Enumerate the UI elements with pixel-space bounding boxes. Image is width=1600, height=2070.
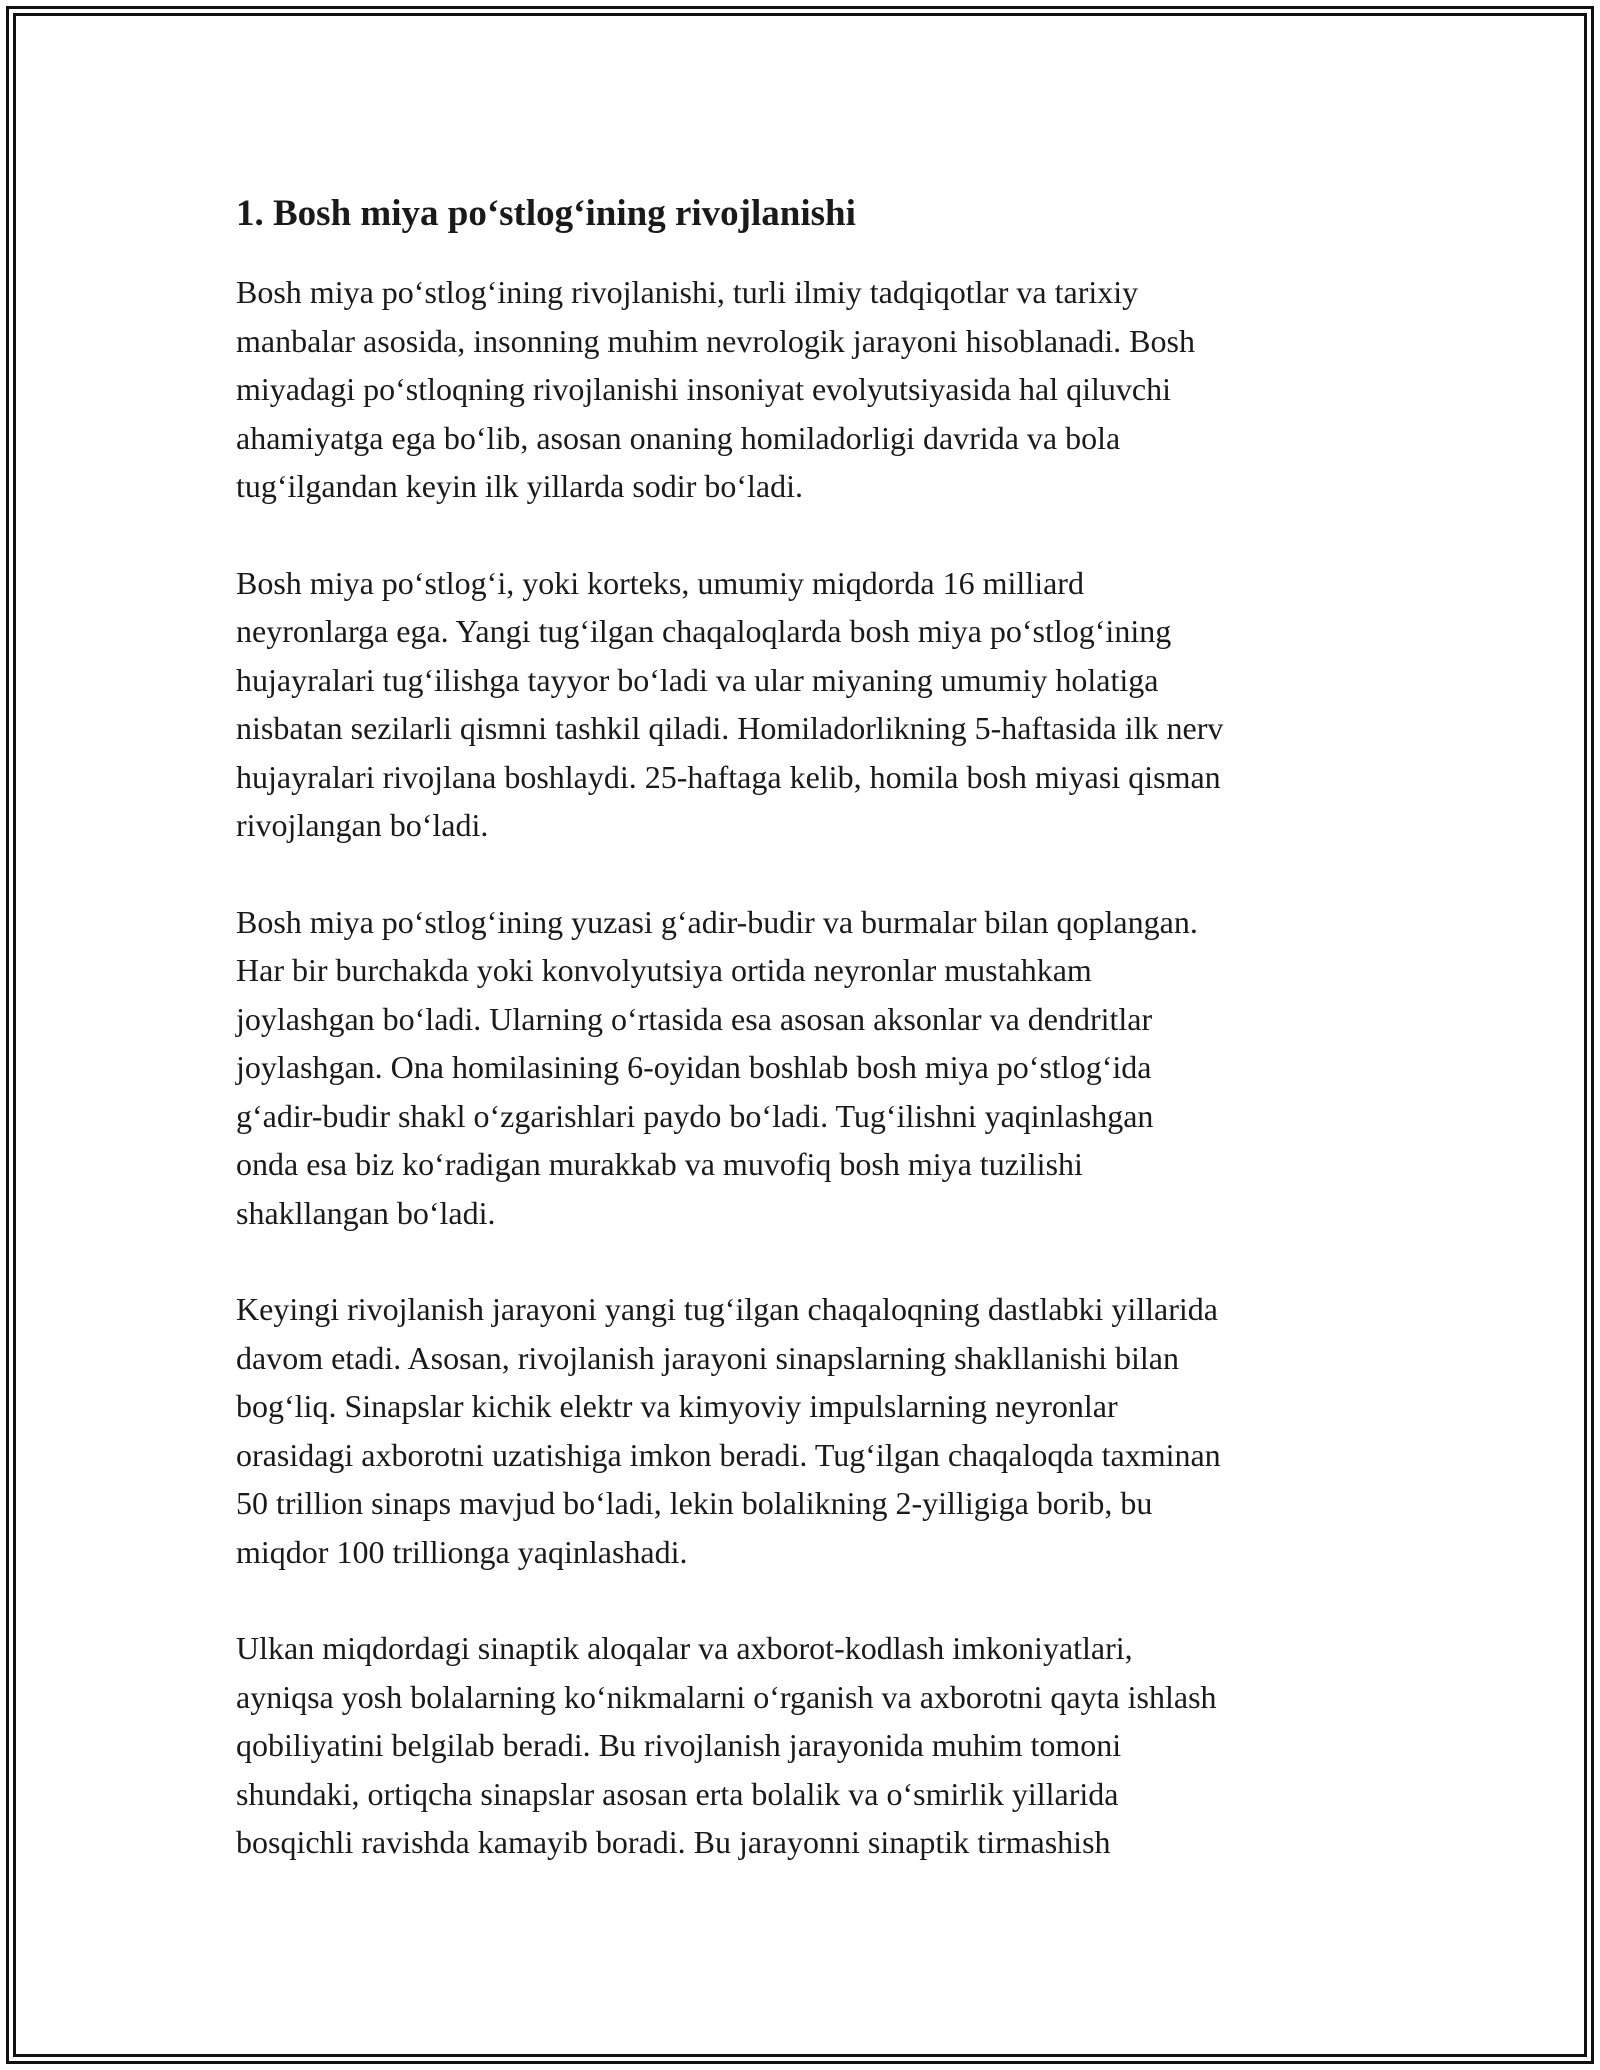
text-line: Bosh miya po‘stlog‘ining yuzasi g‘adir-budir va burmalar bilan qoplangan.: [236, 903, 1198, 940]
text-line: qobiliyatini belgilab beradi. Bu rivojlanish jarayonida muhim tomoni: [236, 1727, 1122, 1763]
text-line: Har bir burchakda yoki konvolyutsiya ortida neyronlar mustahkam: [236, 952, 1092, 988]
text-line: Keyingi rivojlanish jarayoni yangi tug‘ilgan chaqaloqning dastlabki yillarida: [236, 1291, 1218, 1327]
text-line: bog‘liq. Sinapslar kichik elektr va kimyoviy impulslarning neyronlar: [236, 1388, 1118, 1424]
text-line: ahamiyatga ega bo‘lib, asosan onaning homiladorligi davrida va bola: [236, 419, 1121, 456]
paragraph-2: [236, 559, 1386, 850]
document-body: [236, 186, 1386, 1915]
text-line: Bosh miya po‘stlog‘i, yoki korteks, umumiy miqdorda 16 milliard: [236, 564, 1084, 601]
text-line: hujayralari rivojlana boshlaydi. 25-haftaga kelib, homila bosh miyasi qisman: [236, 758, 1221, 795]
text-line: Ulkan miqdordagi sinaptik aloqalar va axborot-kodlash imkoniyatlari,: [236, 1630, 1133, 1666]
text-line: 50 trillion sinaps mavjud bo‘ladi, lekin bolalikning 2-yilligiga borib, bu: [236, 1485, 1153, 1521]
text-line: neyronlarga ega. Yangi tug‘ilgan chaqaloqlarda bosh miya po‘stlog‘ining: [236, 613, 1172, 649]
text-line: joylashgan bo‘ladi. Ularning o‘rtasida esa asosan aksonlar va dendritlar: [236, 1000, 1153, 1037]
text-line: shakllangan bo‘ladi.: [236, 1194, 496, 1231]
text-line: joylashgan. Ona homilasining 6-oyidan boshlab bosh miya po‘stlog‘ida: [236, 1049, 1152, 1085]
paragraph-5: [236, 1624, 1386, 1867]
paragraph-4: [236, 1285, 1386, 1576]
text-line: Bosh miya po‘stlog‘ining rivojlanishi, turli ilmiy tadqiqotlar va tarixiy: [236, 274, 1139, 310]
text-line: shundaki, ortiqcha sinapslar asosan erta bolalik va o‘smirlik yillarida: [236, 1775, 1119, 1812]
text-line: orasidagi axborotni uzatishiga imkon beradi. Tug‘ilgan chaqaloqda taxminan: [236, 1436, 1221, 1473]
paragraph-3: [236, 898, 1386, 1238]
text-line: manbalar asosida, insonning muhim nevrologik jarayoni hisoblanadi. Bosh: [236, 322, 1195, 359]
paragraph-1: [236, 268, 1386, 511]
text-line: g‘adir-budir shakl o‘zgarishlari paydo bo‘ladi. Tug‘ilishni yaqinlashgan: [236, 1097, 1154, 1134]
text-line: miqdor 100 trillionga yaqinlashadi.: [236, 1533, 688, 1570]
text-line: tug‘ilgandan keyin ilk yillarda sodir bo‘ladi.: [236, 468, 803, 504]
text-line: rivojlangan bo‘ladi.: [236, 807, 489, 843]
text-line: miyadagi po‘stloqning rivojlanishi insoniyat evolyutsiyasida hal qiluvchi: [236, 371, 1171, 407]
text-line: ayniqsa yosh bolalarning ko‘nikmalarni o‘rganish va axborotni qayta ishlash: [236, 1678, 1217, 1715]
text-line: bosqichli ravishda kamayib boradi. Bu jarayonni sinaptik tirmashish: [236, 1824, 1111, 1860]
section-heading: 1. Bosh miya po‘stlog‘ining rivojlanishi: [236, 193, 856, 234]
text-line: hujayralari tug‘ilishga tayyor bo‘ladi va ular miyaning umumiy holatiga: [236, 661, 1159, 698]
text-line: nisbatan sezilarli qismni tashkil qiladi. Homiladorlikning 5-haftasida ilk nerv: [236, 710, 1224, 746]
text-line: davom etadi. Asosan, rivojlanish jarayoni sinapslarning shakllanishi bilan: [236, 1339, 1179, 1376]
text-line: onda esa biz ko‘radigan murakkab va muvofiq bosh miya tuzilishi: [236, 1146, 1083, 1182]
